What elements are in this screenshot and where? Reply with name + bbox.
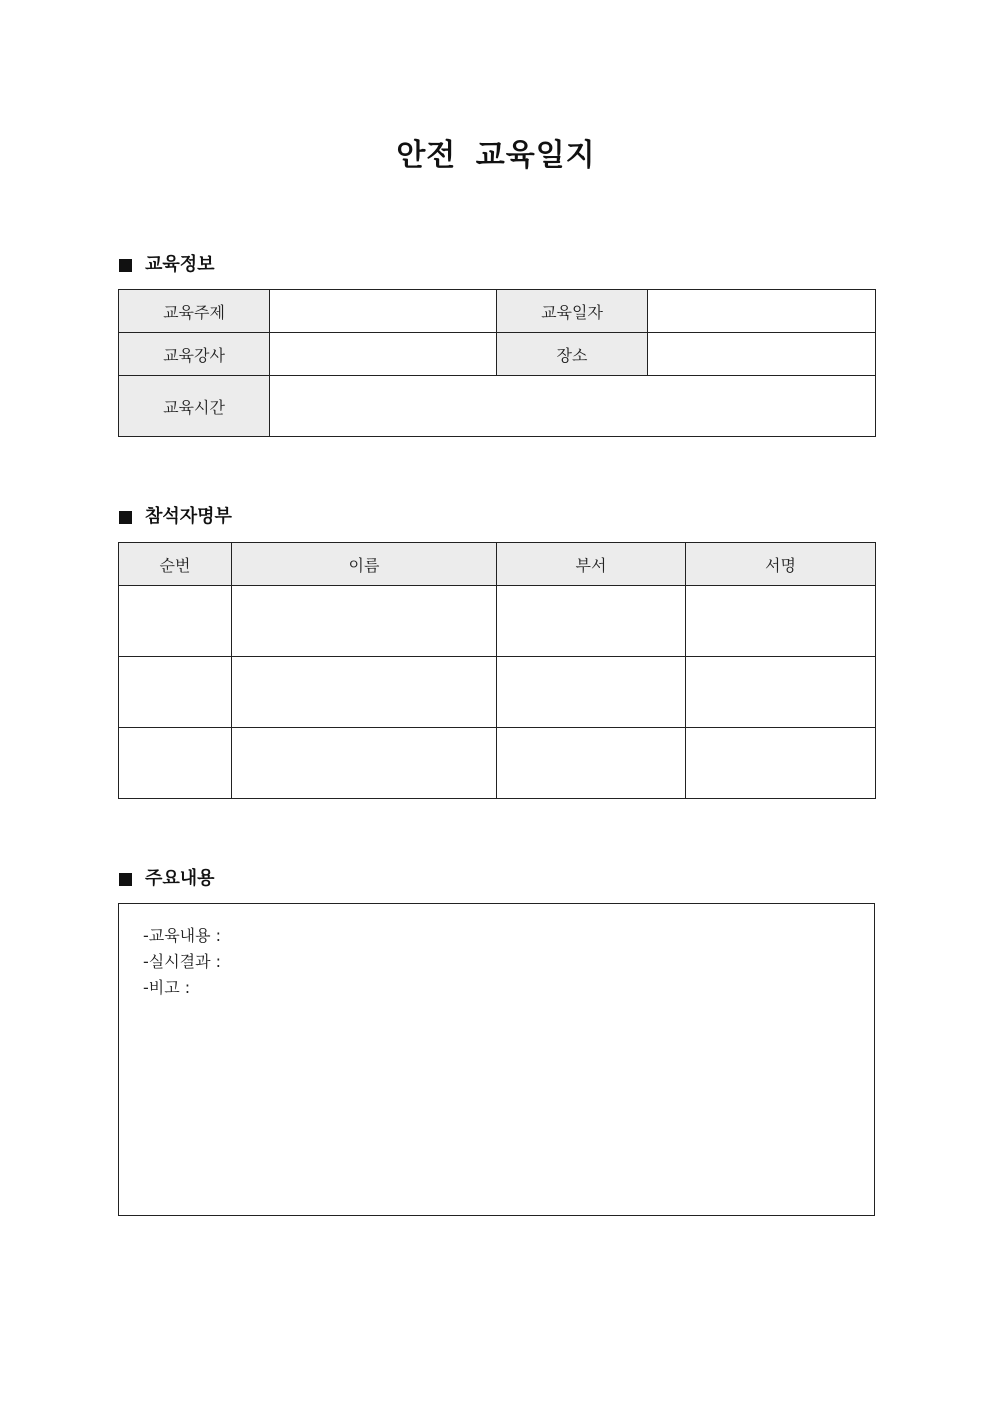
number-cell[interactable] [119, 657, 232, 728]
duration-label: 교육시간 [119, 376, 270, 437]
signature-cell[interactable] [686, 586, 876, 657]
number-cell[interactable] [119, 586, 232, 657]
location-field[interactable] [648, 333, 876, 376]
attendees-heading-label: 참석자명부 [145, 506, 232, 527]
content-line-remarks: -비고 : [143, 978, 191, 997]
main-content-box[interactable] [118, 903, 875, 1216]
table-row [119, 586, 876, 657]
column-header-department: 부서 [497, 543, 686, 586]
name-cell[interactable] [232, 728, 497, 799]
content-line-education: -교육내용 : [143, 926, 222, 945]
instructor-label: 교육강사 [119, 333, 270, 376]
name-cell[interactable] [232, 586, 497, 657]
column-header-signature: 서명 [686, 543, 876, 586]
black-square-icon [119, 511, 132, 524]
main-content-heading [119, 866, 215, 892]
department-cell[interactable] [497, 586, 686, 657]
date-field[interactable] [648, 290, 876, 333]
table-row [119, 376, 876, 437]
table-row [119, 290, 876, 333]
attendees-heading [119, 504, 232, 530]
black-square-icon [119, 873, 132, 886]
signature-cell[interactable] [686, 657, 876, 728]
date-label: 교육일자 [497, 290, 648, 333]
instructor-field[interactable] [270, 333, 497, 376]
location-label: 장소 [497, 333, 648, 376]
duration-field[interactable] [270, 376, 876, 437]
signature-cell[interactable] [686, 728, 876, 799]
education-info-heading-label: 교육정보 [145, 254, 215, 275]
department-cell[interactable] [497, 728, 686, 799]
main-content-lines [143, 923, 221, 1001]
black-square-icon [119, 259, 132, 272]
column-header-name: 이름 [232, 543, 497, 586]
column-header-number: 순번 [119, 543, 232, 586]
table-header-row [119, 543, 876, 586]
main-content-heading-label: 주요내용 [145, 868, 215, 889]
topic-field[interactable] [270, 290, 497, 333]
table-row [119, 728, 876, 799]
topic-label: 교육주제 [119, 290, 270, 333]
education-info-heading [119, 252, 215, 278]
page-title: 안전 교육일지 [396, 138, 596, 173]
department-cell[interactable] [497, 657, 686, 728]
education-info-table [118, 289, 876, 437]
number-cell[interactable] [119, 728, 232, 799]
table-row [119, 333, 876, 376]
attendee-table [118, 542, 876, 799]
content-line-result: -실시결과 : [143, 952, 222, 971]
name-cell[interactable] [232, 657, 497, 728]
table-row [119, 657, 876, 728]
